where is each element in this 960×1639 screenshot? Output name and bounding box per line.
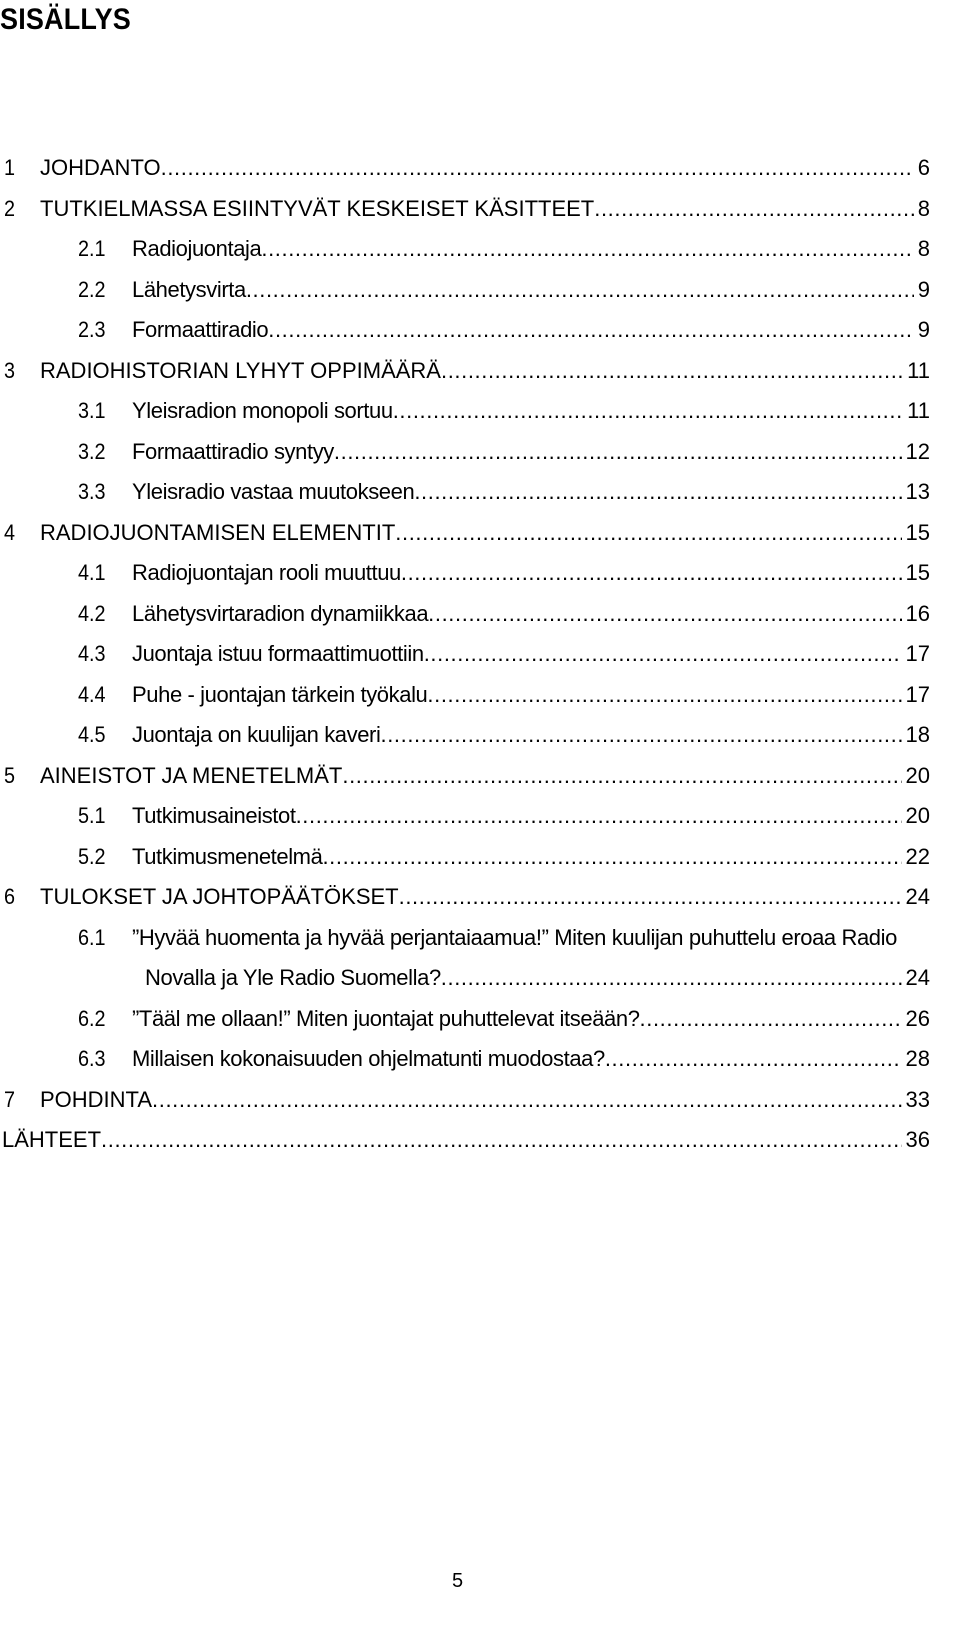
toc-entry-page: 24 — [905, 884, 930, 910]
toc-entry-page: 11 — [907, 398, 930, 424]
toc-entry-page: 11 — [907, 357, 930, 383]
toc-entry[interactable] — [0, 391, 930, 432]
toc-entry-page: 36 — [905, 1127, 930, 1153]
toc-entry-6-1[interactable] — [0, 918, 930, 959]
toc-entry[interactable] — [0, 837, 930, 878]
toc-entry-title: Yleisradio vastaa muutokseen — [132, 479, 415, 505]
toc-entry-number: 5 — [4, 762, 16, 788]
toc-entry[interactable] — [0, 796, 930, 837]
toc-entry-page: 6 — [917, 155, 930, 181]
toc-entry-title: Puhe - juontajan tärkein työkalu — [132, 681, 428, 707]
toc-entry-page: 28 — [905, 1046, 930, 1072]
toc-entry-number: 5.2 — [78, 843, 106, 869]
toc-entry-page: 17 — [905, 641, 930, 667]
toc-entry-number: 4.4 — [78, 681, 106, 707]
toc-entry-page: 15 — [905, 519, 930, 545]
toc-entry-number: 4.5 — [78, 722, 106, 748]
toc-entry-6-1-continued[interactable] — [0, 958, 930, 999]
toc-entry-page: 16 — [905, 600, 930, 626]
toc-entry[interactable] — [0, 999, 930, 1040]
toc-entry-title: Millaisen kokonaisuuden ohjelmatunti muodostaa? — [132, 1046, 605, 1072]
toc-entry-page: 18 — [905, 722, 930, 748]
toc-entry-title: Radiojuontajan rooli muuttuu — [132, 560, 401, 586]
toc-entry-number: 2.3 — [78, 317, 106, 343]
toc-leader-dots — [428, 601, 901, 627]
toc-entry-title: Tutkimusmenetelmä — [132, 843, 323, 869]
toc-entry-number: 3.2 — [78, 438, 106, 464]
toc-leader-dots — [380, 722, 901, 748]
toc-entry-title: LÄHTEET — [2, 1127, 102, 1153]
toc-entry-title: ”Hyvää huomenta ja hyvää perjantaiaamua!” Miten kuulijan puhuttelu eroaa Radio — [132, 924, 897, 950]
toc-entry-title: ”Tääl me ollaan!” Miten juontajat puhuttelevat itseään? — [132, 1005, 640, 1031]
toc-entry-number: 6.2 — [78, 1005, 106, 1031]
toc-entry-page: 8 — [917, 195, 930, 221]
toc-entry-number: 2.2 — [78, 276, 106, 302]
toc-leader-dots — [322, 844, 901, 870]
toc-leader-dots — [427, 682, 901, 708]
toc-leader-dots — [268, 317, 914, 343]
toc-entry-number: 3 — [4, 357, 16, 383]
toc-entry[interactable] — [0, 1039, 930, 1080]
toc-entry-page: 24 — [905, 965, 930, 991]
toc-entry-title: Lähetysvirta — [132, 276, 246, 302]
toc-entry-number: 7 — [4, 1086, 16, 1112]
toc-entry-title: Formaattiradio — [132, 317, 269, 343]
toc-entry-title: Yleisradion monopoli sortuu — [132, 398, 393, 424]
toc-leader-dots — [246, 277, 914, 303]
toc-entry-title: Radiojuontaja — [132, 236, 262, 262]
toc-entry-page: 20 — [905, 803, 930, 829]
toc-leader-dots — [441, 358, 903, 384]
toc-leader-dots — [161, 155, 914, 181]
toc-entry-title: RADIOJUONTAMISEN ELEMENTIT — [40, 519, 396, 545]
toc-entry[interactable] — [0, 1120, 930, 1161]
toc-entry-page: 8 — [917, 236, 930, 262]
toc-entry-number: 6 — [4, 884, 16, 910]
page-title: SISÄLLYS — [0, 3, 131, 36]
toc-entry[interactable] — [0, 715, 930, 756]
toc-entry-number: 3.1 — [78, 398, 106, 424]
toc-leader-dots — [441, 965, 902, 991]
toc-entry[interactable] — [0, 513, 930, 554]
toc-entry-page: 13 — [905, 479, 930, 505]
toc-entry-page: 9 — [917, 276, 930, 302]
toc-entry[interactable] — [0, 1080, 930, 1121]
toc-entry-number: 6.3 — [78, 1046, 106, 1072]
toc-entry[interactable] — [0, 351, 930, 392]
toc-leader-dots — [334, 439, 902, 465]
toc-entry[interactable] — [0, 270, 930, 311]
toc-leader-dots — [101, 1127, 901, 1153]
toc-leader-dots — [261, 236, 913, 262]
toc-entry-title: Juontaja istuu formaattimuottiin — [132, 641, 424, 667]
toc-leader-dots — [594, 196, 914, 222]
toc-leader-dots — [399, 884, 902, 910]
toc-entry[interactable] — [0, 189, 930, 230]
toc-entry-number: 5.1 — [78, 803, 106, 829]
toc-entry-number: 4 — [4, 519, 16, 545]
toc-entry[interactable] — [0, 553, 930, 594]
toc-entry[interactable] — [0, 310, 930, 351]
toc-entry[interactable] — [0, 432, 930, 473]
toc-leader-dots — [401, 560, 902, 586]
toc-entry-title: TULOKSET JA JOHTOPÄÄTÖKSET — [40, 884, 399, 910]
toc-entry-number: 1 — [4, 155, 16, 181]
toc-entry[interactable] — [0, 229, 930, 270]
toc-entry-title: Novalla ja Yle Radio Suomella? — [145, 965, 441, 991]
toc-entry[interactable] — [0, 634, 930, 675]
toc-leader-dots — [393, 398, 903, 424]
toc-entry-title: Juontaja on kuulijan kaveri — [132, 722, 381, 748]
toc-entry-number: 4.3 — [78, 641, 106, 667]
toc-entry-page: 15 — [905, 560, 930, 586]
toc-entry[interactable] — [0, 877, 930, 918]
toc-entry-title: Formaattiradio syntyy — [132, 438, 334, 464]
toc-entry[interactable] — [0, 594, 930, 635]
toc-entry-page: 26 — [905, 1005, 930, 1031]
toc-entry[interactable] — [0, 756, 930, 797]
toc-entry-title: AINEISTOT JA MENETELMÄT — [40, 762, 343, 788]
toc-entry-number: 3.3 — [78, 479, 106, 505]
toc-entry-number: 2 — [4, 195, 16, 221]
table-of-contents — [0, 148, 930, 1161]
toc-entry-page: 33 — [905, 1086, 930, 1112]
toc-leader-dots — [395, 520, 901, 546]
toc-leader-dots — [640, 1006, 902, 1032]
toc-entry-page: 9 — [917, 317, 930, 343]
toc-entry-number: 6.1 — [78, 924, 106, 950]
toc-entry-title: Tutkimusaineistot — [132, 803, 296, 829]
page-number: 5 — [452, 1570, 464, 1592]
toc-entry-page: 22 — [905, 843, 930, 869]
toc-entry-number: 2.1 — [78, 236, 106, 262]
toc-leader-dots — [152, 1087, 901, 1113]
toc-entry-number: 4.2 — [78, 600, 106, 626]
toc-leader-dots — [342, 763, 901, 789]
toc-entry-title: TUTKIELMASSA ESIINTYVÄT KESKEISET KÄSITTEET — [40, 195, 595, 221]
toc-leader-dots — [296, 803, 902, 829]
toc-entry[interactable] — [0, 675, 930, 716]
toc-entry-page: 20 — [905, 762, 930, 788]
toc-entry[interactable] — [0, 472, 930, 513]
toc-entry[interactable] — [0, 148, 930, 189]
toc-entry-title: POHDINTA — [40, 1086, 153, 1112]
toc-entry-title: JOHDANTO — [40, 155, 161, 181]
toc-entry-title: RADIOHISTORIAN LYHYT OPPIMÄÄRÄ — [40, 357, 441, 383]
toc-entry-page: 17 — [905, 681, 930, 707]
toc-entry-page: 12 — [905, 438, 930, 464]
toc-leader-dots — [605, 1046, 902, 1072]
toc-entry-title: Lähetysvirtaradion dynamiikkaa — [132, 600, 429, 626]
toc-entry-number: 4.1 — [78, 560, 106, 586]
toc-leader-dots — [424, 641, 902, 667]
toc-leader-dots — [414, 479, 901, 505]
